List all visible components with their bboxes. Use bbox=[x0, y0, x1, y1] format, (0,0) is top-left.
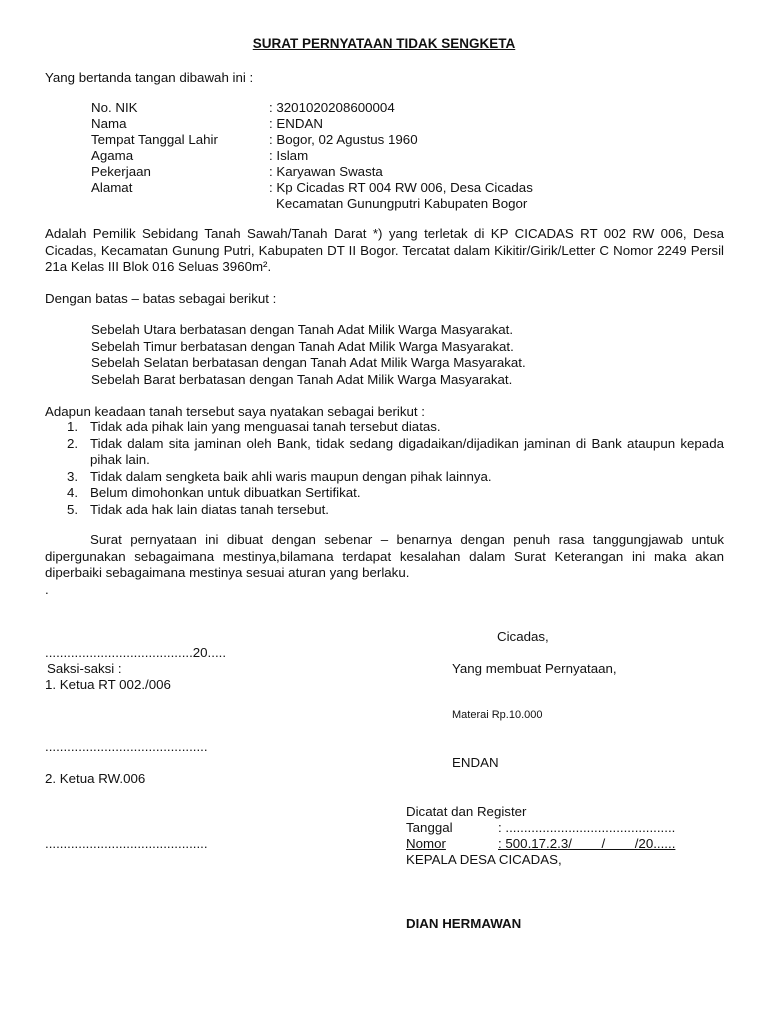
condition-number: 3. bbox=[67, 468, 79, 484]
condition-item bbox=[45, 469, 724, 486]
condition-item bbox=[45, 419, 724, 436]
identity-value: : Kp Cicadas RT 004 RW 006, Desa Cicadas bbox=[269, 180, 533, 195]
official-name: DIAN HERMAWAN bbox=[406, 916, 522, 931]
signature-line-2: ............................................ bbox=[45, 836, 208, 851]
boundaries-list bbox=[91, 322, 526, 388]
condition-number: 5. bbox=[67, 501, 79, 517]
condition-item bbox=[45, 436, 724, 469]
identity-value: : Karyawan Swasta bbox=[269, 164, 383, 179]
register-kepala-text: KEPALA DESA CICADAS, bbox=[406, 852, 562, 867]
identity-value: : Bogor, 02 Agustus 1960 bbox=[269, 132, 418, 147]
boundary-item: Sebelah Utara berbatasan dengan Tanah Adat Milik Warga Masyarakat. bbox=[91, 322, 514, 337]
register-tanggal-label: Tanggal bbox=[406, 820, 453, 835]
register-nomor-value: : 500.17.2.3/ / /20...... bbox=[498, 836, 676, 851]
condition-item bbox=[45, 502, 724, 519]
condition-number: 4. bbox=[67, 485, 79, 500]
identity-label: No. NIK bbox=[91, 100, 138, 115]
intro-text: Yang bertanda tangan dibawah ini : bbox=[45, 70, 254, 85]
materai-label: Materai Rp.10.000 bbox=[452, 709, 543, 721]
signer-name: ENDAN bbox=[452, 755, 499, 770]
address-line-2: Kecamatan Gunungputri Kabupaten Bogor bbox=[276, 196, 528, 211]
boundaries-intro: Dengan batas – batas sebagai berikut : bbox=[45, 291, 277, 306]
identity-label: Tempat Tanggal Lahir bbox=[91, 132, 218, 147]
witness-2: 2. Ketua RW.006 bbox=[45, 771, 146, 786]
condition-item bbox=[45, 485, 724, 502]
condition-text: Tidak ada hak lain diatas tanah tersebut. bbox=[90, 501, 330, 517]
identity-label: Pekerjaan bbox=[91, 164, 151, 179]
boundary-item: Sebelah Selatan berbatasan dengan Tanah Adat Milik Warga Masyarakat. bbox=[91, 355, 526, 370]
closing-paragraph: Surat pernyataan ini dibuat dengan sebenar – benarnya dengan penuh rasa tanggungjawab untuk dipergunakan sebagaimana mestinya,bilamana terdapat kesalahan dalam Surat Keterangan ini maka akan diperbaiki sebagaimana mestinya sesuai aturan yang berlaku. bbox=[45, 532, 724, 580]
identity-label: Alamat bbox=[91, 180, 133, 195]
condition-number: 1. bbox=[67, 419, 79, 434]
register-nomor-label: Nomor bbox=[406, 836, 446, 851]
identity-value: : ENDAN bbox=[269, 116, 323, 131]
place-text: Cicadas, bbox=[497, 629, 549, 644]
boundary-item: Sebelah Barat berbatasan dengan Tanah Adat Milik Warga Masyarakat. bbox=[91, 371, 513, 387]
condition-number: 2. bbox=[67, 435, 79, 451]
witness-1: 1. Ketua RT 002./006 bbox=[45, 677, 171, 692]
document-title: SURAT PERNYATAAN TIDAK SENGKETA bbox=[252, 36, 516, 51]
signature-line-1: ............................................ bbox=[45, 739, 208, 754]
conditions-intro: Adapun keadaan tanah tersebut saya nyatakan sebagai berikut : bbox=[45, 404, 425, 419]
identity-value: : Islam bbox=[269, 148, 309, 163]
date-line: ........................................20..... bbox=[45, 645, 227, 660]
condition-text: Tidak dalam sengketa baik ahli waris maupun dengan pihak lainnya. bbox=[90, 468, 492, 484]
stray-dot: . bbox=[45, 582, 49, 597]
register-heading-text: Dicatat dan Register bbox=[406, 804, 527, 819]
witnesses-label: Saksi-saksi : bbox=[47, 661, 122, 676]
boundary-item: Sebelah Timur berbatasan dengan Tanah Adat Milik Warga Masyarakat. bbox=[91, 338, 514, 354]
identity-label: Nama bbox=[91, 116, 127, 131]
condition-text: Tidak dalam sita jaminan oleh Bank, tidak sedang digadaikan/dijadikan jaminan di Bank ataupun kepada pihak lain. bbox=[90, 435, 724, 467]
identity-label: Agama bbox=[91, 148, 134, 163]
ownership-paragraph: Adalah Pemilik Sebidang Tanah Sawah/Tanah Darat *) yang terletak di KP CICADAS RT 002 RW 006, Desa Cicadas, Kecamatan Gunung Putri, Kabupaten DT II Bogor. Tercatat dalam Kikitir/Girik/Letter C Nomor 2249 Persil 21a Kelas III Blok 016 Seluas 3960m². bbox=[45, 226, 724, 274]
identity-value: : 3201020208600004 bbox=[269, 100, 395, 115]
maker-label: Yang membuat Pernyataan, bbox=[452, 661, 617, 676]
register-tanggal-value: : .............................................. bbox=[498, 820, 676, 835]
conditions-list bbox=[45, 419, 724, 518]
condition-text: Belum dimohonkan untuk dibuatkan Sertifikat. bbox=[90, 485, 361, 500]
condition-text: Tidak ada pihak lain yang menguasai tanah tersebut diatas. bbox=[90, 419, 441, 434]
